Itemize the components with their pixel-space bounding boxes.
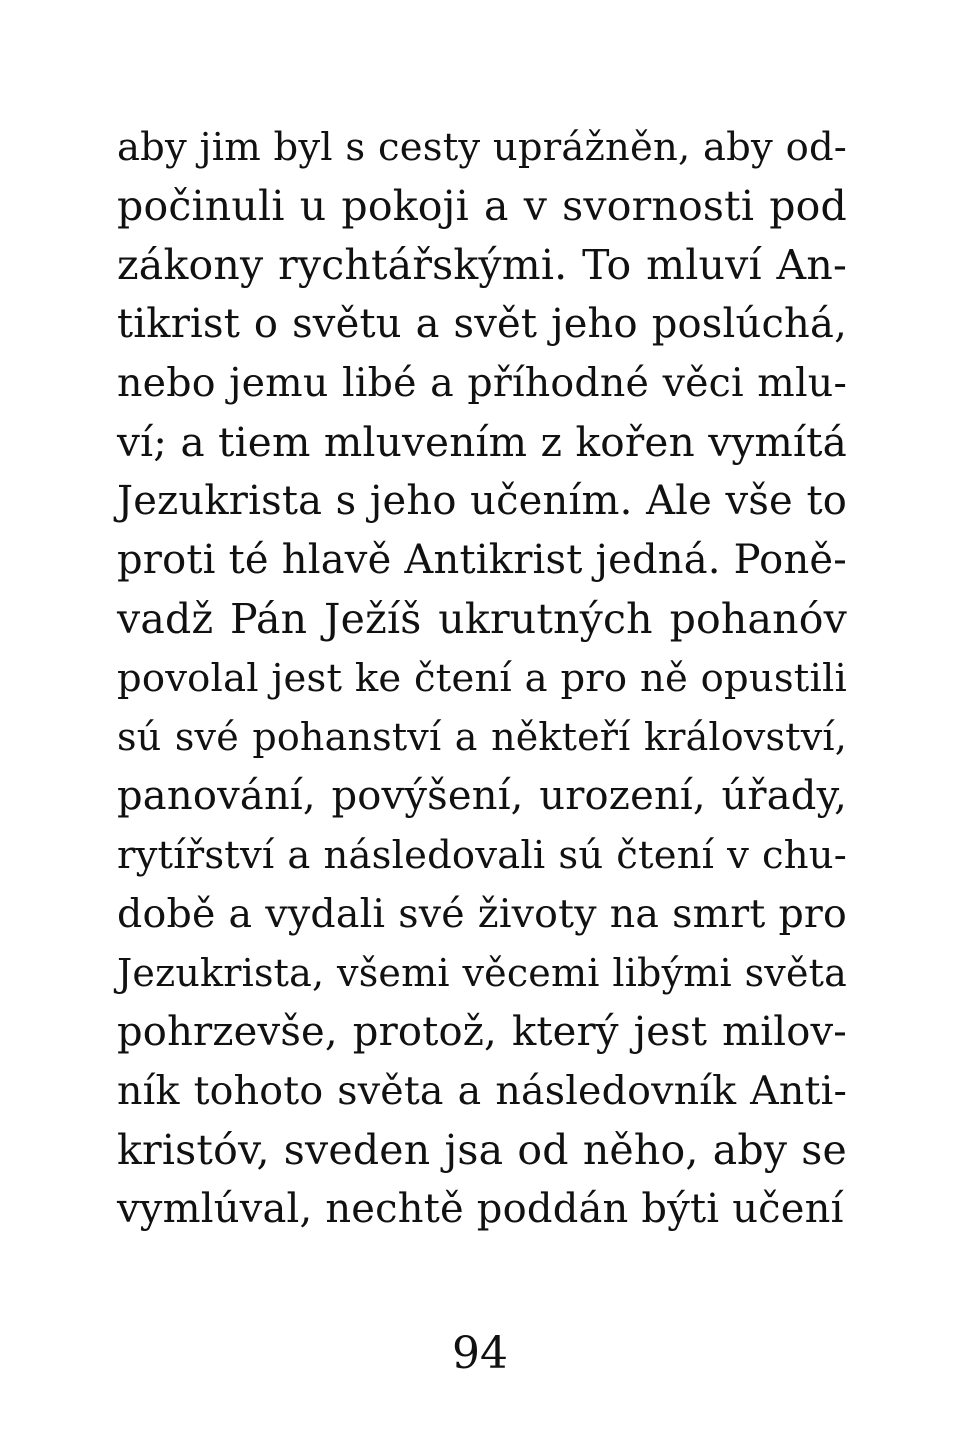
body-text bbox=[117, 118, 847, 1239]
text-line: aby jim byl s cesty uprážněn, aby od- bbox=[117, 125, 847, 170]
text-line: kristóv, sveden jsa od něho, aby se bbox=[117, 1126, 847, 1174]
text-line: počinuli u pokoji a v svornosti pod bbox=[117, 182, 847, 230]
text-line: panování, povýšení, urození, úřady, bbox=[117, 773, 847, 819]
text-line: ník tohoto světa a následovník Anti- bbox=[117, 1068, 847, 1114]
text-line: proti té hlavě Antikrist jedná. Poně- bbox=[117, 537, 847, 583]
text-line: povolal jest ke čtení a pro ně opustili bbox=[117, 656, 847, 701]
text-line: tikrist o světu a svět jeho poslúchá, bbox=[117, 301, 847, 347]
text-line: nebo jemu libé a příhodné věci mlu- bbox=[117, 360, 847, 406]
text-line: rytířství a následovali sú čtení v chu- bbox=[117, 833, 847, 878]
text-line: ví; a tiem mluvením z kořen vymítá bbox=[117, 418, 847, 466]
text-line: Jezukrista s jeho učením. Ale vše to bbox=[117, 478, 847, 524]
text-line: pohrzevše, protož, který jest milov- bbox=[117, 1009, 847, 1055]
text-line: vadž Pán Ježíš ukrutných pohanóv bbox=[117, 595, 847, 643]
text-line: Jezukrista, všemi věcemi libými světa bbox=[117, 951, 847, 995]
page-number: 94 bbox=[452, 1328, 508, 1379]
text-line: vymlúval, nechtě poddán býti učení bbox=[117, 1186, 844, 1232]
text-line: sú své pohanství a někteří království, bbox=[117, 715, 847, 759]
text-line: zákony rychtářskými. To mluví An- bbox=[117, 241, 847, 289]
text-line: době a vydali své životy na smrt pro bbox=[117, 891, 847, 937]
